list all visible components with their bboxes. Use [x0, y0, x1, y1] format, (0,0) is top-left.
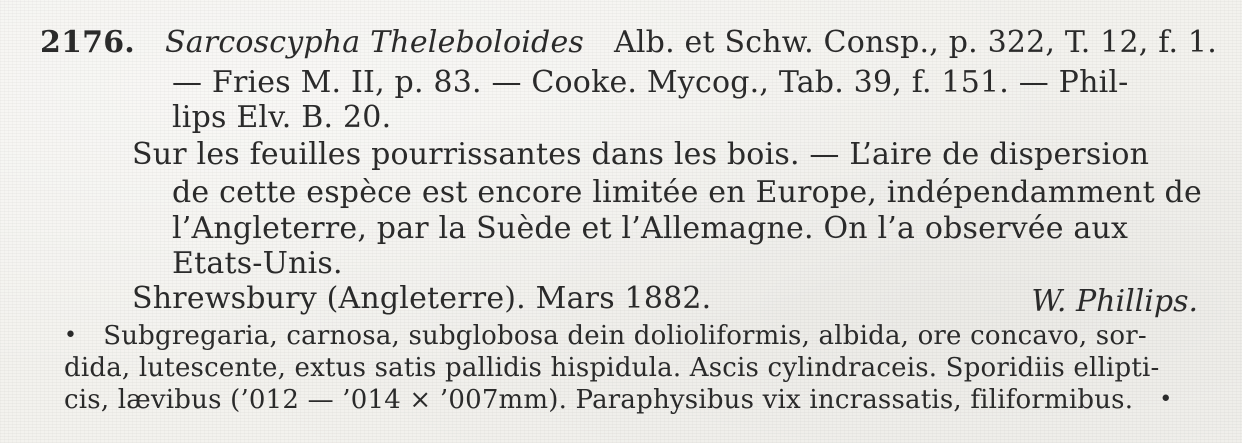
habitat-line-2: de cette espèce est encore limitée en Europe, indépendamment de — [172, 175, 1202, 210]
species-name: Sarcoscypha Theleboloides — [164, 25, 584, 60]
citation-line-2: — Fries M. II, p. 83. — Cooke. Mycog., Tab. 39, f. 151. — Phil- — [172, 65, 1129, 100]
description-line-3 — [64, 387, 1172, 413]
habitat-line-3: l’Angleterre, par la Suède et l’Allemagne. On l’a observée aux — [172, 211, 1129, 246]
citation-line-1: Alb. et Schw. Consp., p. 322, T. 12, f. 1. — [614, 25, 1217, 60]
entry-first-line — [40, 25, 1217, 60]
description-line-1 — [64, 323, 1147, 349]
description-line-2: dida, lutescente, extus satis pallidis hispidula. Ascis cylindraceis. Sporidiis ellipti- — [64, 353, 1160, 383]
description-bullet-right: • — [1159, 387, 1173, 412]
entry-number: 2176. — [40, 25, 135, 60]
description-bullet-left: • — [64, 323, 78, 348]
habitat-line-1: Sur les feuilles pourrissantes dans les bois. — L’aire de dispersion — [132, 137, 1150, 172]
habitat-line-4: Etats-Unis. — [172, 246, 343, 281]
locality-place-date: Shrewsbury (Angleterre). Mars 1882. — [132, 281, 712, 316]
description-text-line-1: Subgregaria, carnosa, subglobosa dein dolioliformis, albida, ore concavo, sor- — [103, 321, 1147, 351]
locality-line — [132, 281, 712, 316]
citation-line-3: lips Elv. B. 20. — [172, 100, 392, 135]
collector-signature: W. Phillips. — [1031, 284, 1198, 319]
description-text-line-3: cis, lævibus (’012 — ’014 × ’007mm). Paraphysibus vix incrassatis, filiformibus. — [64, 385, 1134, 415]
